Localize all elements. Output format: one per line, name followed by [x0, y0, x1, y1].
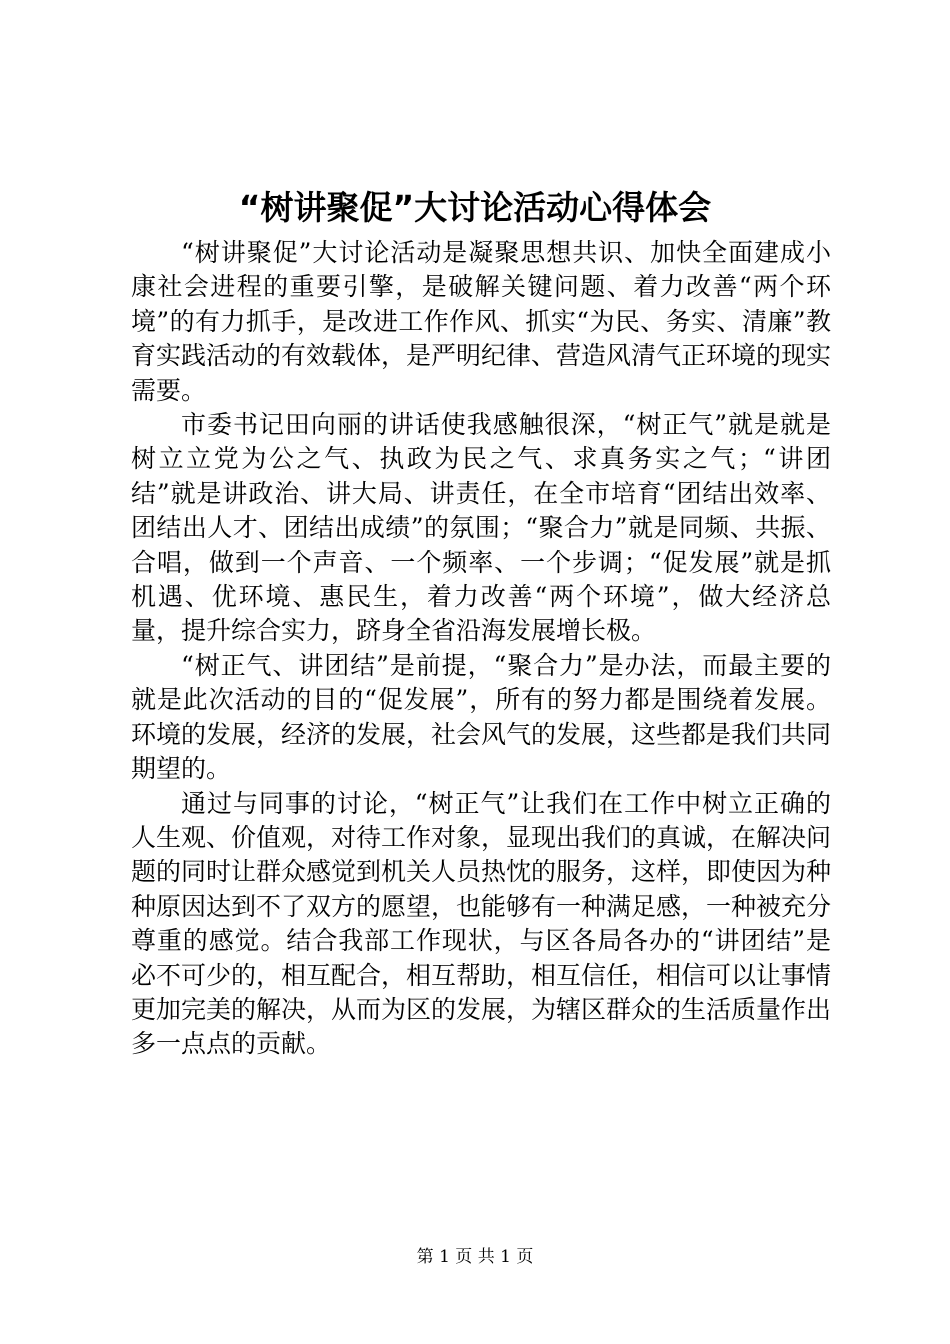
paragraph-2: 市委书记田向丽的讲话使我感触很深，“树正气”就是就是树立立党为公之气、执政为民之气、求真务实之气；“讲团结”就是讲政治、讲大局、讲责任，在全市培育“团结出效率、团结出人才、团结出成绩”的氛围；“聚合力”就是同频、共振、合唱，做到一个声音、一个频率、一个步调；“促发展”就是抓机遇、优环境、惠民生，着力改善“两个环境”，做大经济总量，提升综合实力，跻身全省沿海发展增长极。: [131, 410, 831, 646]
paragraph-1: “树讲聚促”大讨论活动是凝聚思想共识、加快全面建成小康社会进程的重要引擎，是破解关键问题、着力改善“两个环境”的有力抓手，是改进工作作风、抓实“为民、务实、清廉”教育实践活动的有效载体，是严明纪律、营造风清气正环境的现实需要。: [131, 238, 832, 405]
paragraph-4: 通过与同事的讨论，“树正气”让我们在工作中树立正确的人生观、价值观，对待工作对象，显现出我们的真诚，在解决问题的同时让群众感觉到机关人员热忱的服务，这样，即使因为种种原因达到不了双方的愿望，也能够有一种满足感，一种被充分尊重的感觉。结合我部工作现状，与区各局各办的“讲团结”是必不可少的，相互配合，相互帮助，相互信任，相信可以让事情更加完美的解决，从而为区的发展，为辖区群众的生活质量作出多一点点的贡献。: [131, 788, 832, 1059]
paragraph-3: “树正气、讲团结”是前提，“聚合力”是办法，而最主要的就是此次活动的目的“促发展”，所有的努力都是围绕着发展。环境的发展，经济的发展，社会风气的发展，这些都是我们共同期望的。: [131, 650, 832, 784]
page-footer: 第 1 页 共 1 页: [416, 1247, 534, 1267]
document-title: “树讲聚促”大讨论活动心得体会: [238, 188, 712, 227]
document-body: [131, 236, 831, 1062]
